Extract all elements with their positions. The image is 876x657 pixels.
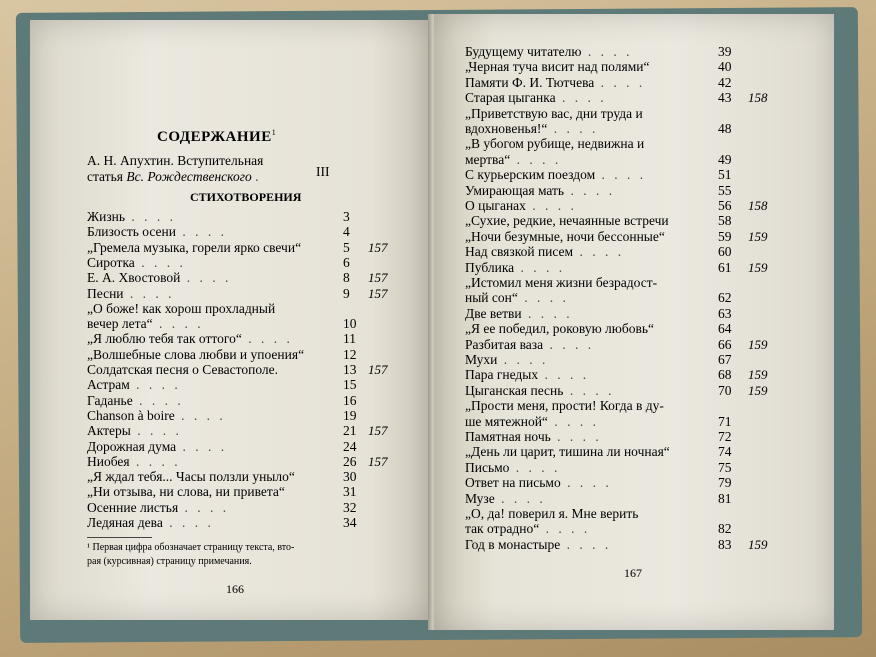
toc-entry: [87, 423, 182, 438]
toc-entry: [465, 75, 645, 90]
toc-entry-page: 8: [343, 270, 350, 286]
toc-entry: [465, 275, 657, 290]
toc-entry-page: 79: [718, 475, 732, 491]
toc-entry-page: 3: [343, 209, 350, 224]
toc-entry: [465, 321, 654, 336]
leader-dots: . . . .: [241, 331, 293, 347]
toc-entry: [87, 240, 301, 255]
toc-entry-title: О цыганах: [465, 198, 526, 213]
toc-entry-note-page: 157: [368, 285, 388, 301]
toc-entry-title: Актеры: [87, 423, 131, 439]
leader-dots: . . . .: [564, 182, 616, 198]
toc-entry: [465, 121, 598, 136]
toc-entry-page: 39: [718, 44, 732, 59]
toc-entry: [465, 429, 602, 444]
toc-entry-title: Астрам: [87, 377, 130, 393]
toc-entry-page: 70: [718, 382, 732, 398]
footnote: [87, 541, 397, 569]
toc-entry-page: 81: [718, 490, 732, 506]
toc-entry: [465, 475, 612, 490]
toc-entry-note-page: 159: [748, 382, 768, 398]
toc-entry-title: Две ветви: [465, 305, 522, 321]
leader-dots: . . . .: [494, 490, 546, 506]
toc-entry-page: 66: [718, 336, 732, 352]
toc-entry-note-page: 157: [368, 423, 388, 439]
toc-entry-page: 24: [343, 438, 357, 454]
toc-entry-page: 62: [718, 290, 732, 306]
leader-dots: . . . .: [560, 536, 612, 552]
toc-entry-title: „О боже! как хорош прохладный: [87, 300, 276, 316]
leader-dots: . . . .: [174, 407, 226, 423]
leader-dots: . . . .: [547, 413, 599, 429]
toc-entry: [87, 454, 181, 469]
toc-entry: [465, 352, 548, 367]
toc-entry: [465, 414, 599, 429]
toc-entry: [87, 469, 295, 484]
toc-entry-page: 30: [343, 469, 357, 485]
section-heading: СТИХОТВОРЕНИЯ: [190, 190, 302, 204]
toc-title: СОДЕРЖАНИЕ$^1$: [157, 128, 277, 145]
leader-dots: . . . .: [497, 352, 549, 367]
leader-dots: . . . .: [521, 305, 573, 321]
toc-entry-page: 12: [343, 346, 357, 362]
toc-entry-title: Близость осени: [87, 224, 176, 240]
leader-dots: . . . .: [594, 74, 646, 90]
toc-entry-page: 42: [718, 74, 732, 90]
leader-dots: . . . .: [130, 423, 182, 439]
toc-entry-title: Старая цыганка: [465, 90, 556, 106]
leader-dots: . . . .: [509, 459, 561, 475]
leader-dots: . . . .: [125, 209, 177, 224]
toc-entry-page: 64: [718, 321, 732, 337]
toc-entry-note-page: 159: [748, 536, 768, 552]
toc-entry-page: 32: [343, 499, 357, 515]
leader-dots: . . . .: [152, 316, 204, 332]
leader-dots: . . . .: [555, 90, 607, 106]
toc-entry-page: 56: [718, 198, 732, 213]
toc-entry-title: Цыганская песнь: [465, 382, 564, 398]
toc-entry-page: 26: [343, 453, 357, 469]
intro-entry: [87, 153, 347, 185]
toc-entry: [465, 460, 560, 475]
toc-entry: [465, 537, 611, 552]
toc-entry-title: „День ли царит, тишина ли ночная“: [465, 444, 670, 460]
leader-dots: . . . .: [595, 167, 647, 183]
toc-entry-title: Жизнь: [87, 209, 126, 224]
toc-entry: [87, 331, 293, 346]
toc-entry: [87, 393, 184, 408]
toc-entry: [465, 90, 607, 105]
toc-entry-page: 83: [718, 536, 732, 552]
toc-entry-title: ше мятежной“: [465, 413, 548, 429]
toc-entry-title: „Волшебные слова любви и упоения“: [87, 346, 305, 362]
footnote-line-2: рая (курсивная) страницу примечания.: [87, 556, 252, 567]
page-number-left: 166: [226, 582, 244, 596]
toc-entry: [465, 367, 589, 382]
toc-entry-note-page: 157: [368, 270, 388, 286]
toc-entry-note-page: 159: [748, 336, 768, 352]
toc-entry-page: 21: [343, 423, 357, 439]
toc-entry-title: ный сон“: [465, 290, 518, 306]
toc-entry: [87, 224, 227, 239]
toc-entry-title: мертва“: [465, 151, 511, 167]
toc-entry: [465, 521, 590, 536]
toc-entry-title: Умирающая мать: [465, 182, 565, 198]
toc-entry-note-page: 159: [748, 228, 768, 244]
toc-entry-page: 82: [718, 521, 732, 537]
toc-entry: [87, 439, 227, 454]
leader-dots: . . . .: [560, 475, 612, 491]
toc-entry-title: так отрадно“: [465, 521, 540, 537]
toc-entry-page: 60: [718, 244, 732, 260]
toc-entry-note-page: 158: [748, 90, 768, 106]
leader-dots: . . . .: [134, 254, 186, 270]
toc-entry: [87, 316, 204, 331]
toc-entry: [87, 515, 214, 530]
toc-entry-title: Осенние листья: [87, 499, 179, 515]
toc-entry-page: 31: [343, 484, 357, 500]
footnote-rule: [87, 537, 152, 538]
toc-entry: [87, 209, 176, 224]
toc-entry: [465, 244, 624, 259]
toc-entry-note-page: 159: [748, 259, 768, 275]
toc-entry-title: Письмо: [465, 459, 510, 475]
toc-entry-page: 43: [718, 90, 732, 106]
toc-entry-title: Публика: [465, 259, 515, 275]
leader-dots: . . . .: [525, 198, 577, 213]
leader-dots: . . . .: [180, 270, 232, 286]
toc-entry-title: „В убогом рубище, недвижна и: [465, 136, 645, 152]
toc-entry-title: Дорожная дума: [87, 438, 177, 454]
leader-dots: . . . .: [178, 499, 230, 515]
toc-entry: [465, 306, 573, 321]
toc-entry: [87, 270, 231, 285]
toc-entry-page: 67: [718, 352, 732, 367]
toc-entry: [87, 408, 226, 423]
leader-dots: . . . .: [162, 515, 214, 530]
toc-entry: [87, 347, 304, 362]
toc-entry-page: 75: [718, 459, 732, 475]
leader-dots: . . . .: [514, 259, 566, 275]
toc-entry: [87, 286, 175, 301]
toc-entry: [87, 484, 285, 499]
intro-author: Вс. Рождественского: [126, 169, 252, 184]
page-number-right: 167: [624, 566, 642, 580]
toc-entry-page: 34: [343, 515, 357, 530]
footnote-line-1: ¹ Первая цифра обозначает страницу текста, вто-: [87, 542, 295, 553]
toc-entry-title: „Я ждал тебя... Часы ползли уныло“: [87, 469, 295, 485]
toc-entry-title: Солдатская песня о Севастополе.: [87, 362, 279, 377]
toc-entry-note-page: 157: [368, 362, 388, 377]
toc-entry-title: „Я люблю тебя так оттого“: [87, 331, 242, 347]
toc-entry-title: С курьерским поездом: [465, 167, 596, 183]
toc-entry-title: Пара гнедых: [465, 367, 539, 383]
toc-entry-title: „Я ее победил, роковую любовь“: [465, 321, 654, 337]
toc-entry: [465, 183, 615, 198]
toc-entry-page: 9: [343, 285, 350, 301]
toc-entry-title: Памятная ночь: [465, 429, 551, 444]
toc-entry-page: 48: [718, 121, 732, 136]
toc-entry-page: 19: [343, 407, 357, 423]
leader-dots: . . . .: [517, 290, 569, 306]
toc-entry: [87, 500, 229, 515]
intro-page-number: III: [316, 164, 330, 179]
leader-dots: . . . .: [123, 285, 175, 301]
toc-entry-page: 59: [718, 228, 732, 244]
toc-entry-page: 72: [718, 429, 732, 444]
toc-entry-title: Мухи: [465, 352, 498, 367]
toc-entry-title: Над связкой писем: [465, 244, 574, 260]
intro-line-2: статья Вс. Рождественского .: [87, 169, 262, 184]
leader-dots: . . . .: [538, 367, 590, 383]
toc-entry-title: Е. А. Хвостовой: [87, 270, 181, 286]
toc-entry-title: Разбитая ваза: [465, 336, 544, 352]
toc-entry: [465, 229, 665, 244]
toc-entry-title: Сиротка: [87, 254, 135, 270]
leader-dots: . . . .: [129, 453, 181, 469]
leader-dots: . . . .: [543, 336, 595, 352]
toc-entry-title: „О, да! поверил я. Мне верить: [465, 506, 639, 521]
toc-entry-page: 4: [343, 224, 350, 240]
intro-line-1: А. Н. Апухтин. Вступительная: [87, 153, 264, 168]
toc-entry: [465, 167, 646, 182]
toc-entry-page: 55: [718, 182, 732, 198]
leader-dots: . . . .: [539, 521, 591, 537]
leader-dots: . . . .: [132, 392, 184, 408]
toc-entry-page: 68: [718, 367, 732, 383]
toc-entry-page: 58: [718, 213, 732, 229]
toc-entry-title: Chanson à boire: [87, 407, 175, 423]
toc-entry: [465, 106, 643, 121]
toc-entry: [465, 260, 565, 275]
toc-entry-page: 13: [343, 362, 357, 377]
toc-entry-title: Гаданье: [87, 392, 133, 408]
toc-entry-title: „Ночи безумные, ночи бессонные“: [465, 228, 665, 244]
toc-entry: [87, 301, 275, 316]
toc-entry-title: Музе: [465, 490, 495, 506]
toc-entry-title: Ледяная дева: [87, 515, 163, 530]
toc-entry-page: 5: [343, 239, 350, 255]
toc-entry-title: „Гремела музыка, горели ярко свечи“: [87, 239, 302, 255]
toc-entry-title: „Черная туча висит над полями“: [465, 59, 650, 75]
toc-entry-title: вдохновенья!“: [465, 121, 548, 136]
toc-entry-page: 40: [718, 59, 732, 75]
toc-entry-title: Ниобея: [87, 453, 130, 469]
toc-entry-page: 11: [343, 331, 356, 347]
leader-dots: . . . .: [547, 121, 599, 136]
toc-entry: [465, 213, 669, 228]
leader-dots: . . . .: [550, 429, 602, 444]
toc-entry: [465, 290, 569, 305]
toc-entry-title: „Истомил меня жизни безрадост-: [465, 275, 658, 290]
toc-entry-page: 71: [718, 413, 732, 429]
toc-entry: [465, 198, 577, 213]
leader-dots: . . . .: [175, 224, 227, 240]
toc-entry: [465, 59, 649, 74]
toc-entry: [465, 506, 638, 521]
toc-entry-page: 16: [343, 392, 357, 408]
toc-entry: [465, 491, 546, 506]
toc-entry-note-page: 159: [748, 367, 768, 383]
toc-entry: [465, 44, 632, 59]
toc-entry-title: вечер лета“: [87, 316, 153, 332]
toc-entry: [87, 377, 181, 392]
toc-entry-note-page: 158: [748, 198, 768, 213]
leader-dots: . . . .: [563, 382, 615, 398]
toc-entry-title: „Прости меня, прости! Когда в ду-: [465, 398, 664, 414]
leader-dots: . . . .: [573, 244, 625, 260]
toc-entry-title: Год в монастыре: [465, 536, 561, 552]
toc-entry-page: 15: [343, 377, 357, 393]
toc-entry: [465, 152, 561, 167]
toc-entry: [465, 136, 644, 151]
toc-entry: [465, 337, 594, 352]
toc-entry-page: 51: [718, 167, 732, 183]
toc-entry-title: „Приветствую вас, дни труда и: [465, 105, 643, 121]
toc-entry: [465, 398, 664, 413]
toc-entry: [87, 255, 186, 270]
toc-entry-title: Памяти Ф. И. Тютчева: [465, 74, 595, 90]
toc-entry-page: 10: [343, 316, 357, 332]
leader-dots: . . . .: [129, 377, 181, 393]
toc-entry-title: Будущему читателю: [465, 44, 582, 59]
toc-entry-page: 74: [718, 444, 732, 460]
leader-dots: . . . .: [581, 44, 633, 59]
toc-entry: [87, 362, 278, 377]
toc-entry-page: 49: [718, 151, 732, 167]
toc-entry-note-page: 157: [368, 453, 388, 469]
toc-entry-title: „Ни отзыва, ни слова, ни привета“: [87, 484, 285, 500]
toc-entry-note-page: 157: [368, 239, 388, 255]
toc-entry: [465, 444, 670, 459]
toc-entry-page: 61: [718, 259, 732, 275]
leader-dots: . . . .: [176, 438, 228, 454]
leader-dots: . . . .: [510, 151, 562, 167]
toc-entry-page: 63: [718, 305, 732, 321]
toc-entry-title: „Сухие, редкие, нечаянные встречи: [465, 213, 669, 229]
toc-entry-page: 6: [343, 254, 350, 270]
toc-entry-title: Ответ на письмо: [465, 475, 561, 491]
toc-entry-title: Песни: [87, 285, 124, 301]
toc-entry: [465, 383, 614, 398]
